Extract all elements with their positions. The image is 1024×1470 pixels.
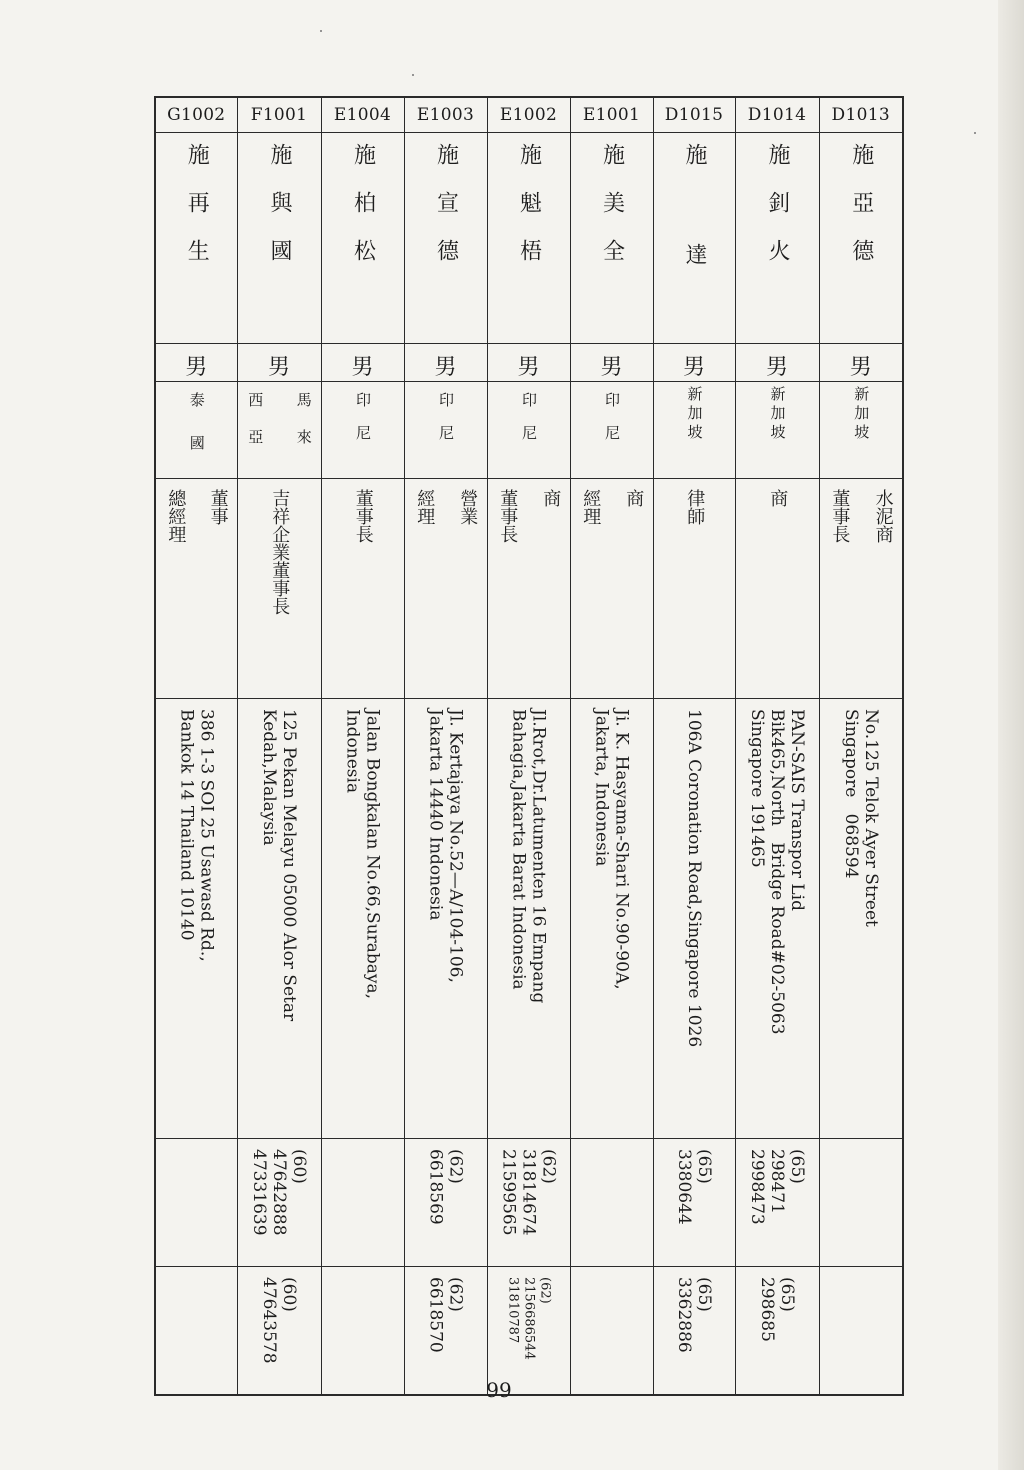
- sex-cell: [570, 344, 653, 382]
- phone-cell: [404, 1139, 487, 1267]
- nationality-char: 加: [768, 405, 787, 424]
- occupation-line: 商: [540, 489, 562, 507]
- scan-speck: [320, 30, 322, 32]
- phone-cell: [819, 1139, 903, 1267]
- address-row: [155, 699, 903, 1139]
- occupation-cell: [404, 479, 487, 699]
- fax-cell: [155, 1267, 237, 1395]
- address-cell: [321, 699, 404, 1139]
- member-fax: (62) 2156686544 31810787: [505, 1277, 553, 1360]
- member-code: E1002: [487, 97, 570, 133]
- nationality-cell: [487, 382, 570, 479]
- member-code: G1002: [155, 97, 237, 133]
- nationality-char: 印: [437, 392, 455, 425]
- nationality-char: 馬: [294, 392, 313, 429]
- scan-speck: [974, 132, 976, 134]
- nationality-char: 加: [685, 405, 704, 424]
- member-name: 施再生: [184, 143, 210, 287]
- fax-cell: [237, 1267, 321, 1395]
- nationality-char: 加: [852, 405, 871, 424]
- nationality-char: 來: [294, 429, 313, 466]
- nationality-char: 亞: [246, 429, 265, 466]
- member-fax: (62) 6618570: [425, 1277, 466, 1353]
- address-cell: [570, 699, 653, 1139]
- code-row: [155, 97, 903, 133]
- occupation-cell: [819, 479, 903, 699]
- member-address: 386 1-3 SOI 25 Usawasd Rd., Bankok 14 Thailand 10140: [176, 709, 217, 962]
- name-cell: [570, 133, 653, 344]
- name-cell: [155, 133, 237, 344]
- phone-row: [155, 1139, 903, 1267]
- member-name: 施亞德: [848, 143, 874, 287]
- fax-row: [155, 1267, 903, 1395]
- address-cell: [155, 699, 237, 1139]
- nationality-char: 尼: [437, 425, 455, 458]
- nationality-char: 印: [603, 392, 621, 425]
- member-phone: (60) 47642888 47331639: [249, 1149, 309, 1236]
- member-name: 施魁梧: [516, 143, 542, 287]
- fax-cell: [404, 1267, 487, 1395]
- nationality-char: 新: [768, 386, 787, 405]
- member-phone: (65) 298471 2998473: [747, 1149, 807, 1225]
- fax-cell: [321, 1267, 404, 1395]
- member-fax: (60) 47643578: [259, 1277, 299, 1364]
- member-address: Jalan Bongkalan No.66,Surabaya, Indonesia: [342, 709, 383, 1000]
- page-number: 99: [486, 1378, 512, 1402]
- occupation-cell: [570, 479, 653, 699]
- occupation-cell: [237, 479, 321, 699]
- member-roster-table: [154, 96, 904, 1396]
- occupation-line: 經理: [414, 489, 436, 525]
- fax-cell: [653, 1267, 735, 1395]
- member-phone: (62) 31814674 21599565: [498, 1149, 559, 1236]
- phone-cell: [155, 1139, 237, 1267]
- member-sex: 男: [849, 355, 872, 380]
- member-address: 106A Coronation Road,Singapore 1026: [684, 709, 704, 1048]
- nationality-char: 坡: [768, 424, 787, 443]
- member-address: PAN-SAIS Transpor Lid Bik465,North Bridge Road#02-5063 Singapore 191465: [747, 709, 807, 1035]
- occupation-line: 董事長: [829, 489, 851, 543]
- phone-cell: [735, 1139, 819, 1267]
- member-address: Ji. K. Hasyama-Shari No.90-90A, Jakarta, Indonesia: [591, 709, 632, 990]
- member-code: E1001: [570, 97, 653, 133]
- member-name: 施柏松: [350, 143, 376, 287]
- occupation-line: 營業: [457, 489, 479, 525]
- member-sex: 男: [351, 355, 374, 380]
- member-sex: 男: [765, 355, 788, 380]
- name-cell: [321, 133, 404, 344]
- member-name: 施與國: [267, 143, 292, 287]
- name-cell: [237, 133, 321, 344]
- nationality-char: 坡: [852, 424, 871, 443]
- nationality-char: 印: [520, 392, 538, 425]
- address-cell: [735, 699, 819, 1139]
- nationality-char: 西: [246, 392, 265, 429]
- member-address: Jl.Rrot,Dr.Latumenten 16 Empang Bahagia,Jakarta Barat Indonesia: [508, 709, 549, 1004]
- nationality-char: 坡: [685, 424, 704, 443]
- name-cell: [487, 133, 570, 344]
- occupation-line: 經理: [580, 489, 602, 525]
- member-address: Jl. Kertajaya No.52—A/104-106, Jakarta 14440 Indonesia: [425, 709, 466, 983]
- nationality-cell: [321, 382, 404, 479]
- nationality-char: 泰: [187, 392, 206, 435]
- occupation-cell: [487, 479, 570, 699]
- sex-cell: [404, 344, 487, 382]
- phone-cell: [237, 1139, 321, 1267]
- address-cell: [487, 699, 570, 1139]
- fax-cell: [487, 1267, 570, 1395]
- sex-cell: [819, 344, 903, 382]
- sex-cell: [237, 344, 321, 382]
- member-name: 施達: [682, 143, 707, 343]
- name-row: [155, 133, 903, 344]
- nationality-char: 印: [354, 392, 372, 425]
- sex-cell: [321, 344, 404, 382]
- member-name: 施美全: [599, 143, 625, 287]
- member-sex: 男: [185, 355, 208, 380]
- member-fax: (65) 298685: [757, 1277, 797, 1342]
- occupation-cell: [735, 479, 819, 699]
- member-address: 125 Pekan Melayu 05000 Alor Setar Kedah,Malaysia: [259, 709, 299, 1022]
- member-code: E1003: [404, 97, 487, 133]
- sex-cell: [653, 344, 735, 382]
- sex-cell: [487, 344, 570, 382]
- member-sex: 男: [434, 355, 457, 380]
- occupation-line: 吉祥企業董事長: [269, 489, 291, 615]
- member-code: E1004: [321, 97, 404, 133]
- sex-row: [155, 344, 903, 382]
- member-fax: (65) 3362886: [674, 1277, 714, 1353]
- phone-cell: [321, 1139, 404, 1267]
- member-sex: 男: [267, 355, 290, 380]
- nationality-cell: [653, 382, 735, 479]
- phone-cell: [570, 1139, 653, 1267]
- member-phone: (65) 3380644: [674, 1149, 714, 1225]
- name-cell: [404, 133, 487, 344]
- member-code: D1015: [653, 97, 735, 133]
- nationality-cell: [404, 382, 487, 479]
- member-sex: 男: [600, 355, 623, 380]
- name-cell: [653, 133, 735, 344]
- member-sex: 男: [682, 355, 705, 380]
- nationality-char: 新: [685, 386, 704, 405]
- phone-cell: [653, 1139, 735, 1267]
- nationality-char: 新: [852, 386, 871, 405]
- occupation-line: 董事: [207, 489, 229, 525]
- phone-cell: [487, 1139, 570, 1267]
- nationality-char: 尼: [603, 425, 621, 458]
- occupation-line: 總經理: [165, 489, 187, 543]
- occupation-line: 董事長: [497, 489, 519, 543]
- member-sex: 男: [517, 355, 540, 380]
- page-edge: [998, 0, 1024, 1470]
- member-name: 施宣德: [433, 143, 459, 287]
- nationality-cell: [237, 382, 321, 479]
- nationality-cell: [819, 382, 903, 479]
- nationality-char: 尼: [354, 425, 372, 458]
- fax-cell: [570, 1267, 653, 1395]
- nationality-cell: [735, 382, 819, 479]
- occupation-line: 商: [623, 489, 645, 507]
- sex-cell: [155, 344, 237, 382]
- member-code: F1001: [237, 97, 321, 133]
- member-code: D1013: [819, 97, 903, 133]
- name-cell: [819, 133, 903, 344]
- occupation-line: 董事長: [352, 489, 374, 543]
- occupation-line: 水泥商: [872, 489, 894, 543]
- member-phone: (62) 6618569: [425, 1149, 466, 1225]
- member-name: 施釗火: [765, 143, 790, 287]
- address-cell: [237, 699, 321, 1139]
- name-cell: [735, 133, 819, 344]
- nationality-cell: [570, 382, 653, 479]
- occupation-line: 律師: [684, 489, 706, 525]
- nationality-char: 尼: [520, 425, 538, 458]
- nationality-cell: [155, 382, 237, 479]
- scan-speck: [412, 74, 414, 76]
- address-cell: [404, 699, 487, 1139]
- occupation-cell: [653, 479, 735, 699]
- occupation-line: 商: [767, 489, 789, 507]
- fax-cell: [735, 1267, 819, 1395]
- address-cell: [819, 699, 903, 1139]
- nationality-row: [155, 382, 903, 479]
- address-cell: [653, 699, 735, 1139]
- roster-sheet: [154, 96, 904, 1396]
- member-address: No.125 Telok Ayer Street Singapore 068594: [840, 709, 881, 927]
- occupation-cell: [155, 479, 237, 699]
- nationality-char: 國: [187, 435, 206, 478]
- occupation-row: [155, 479, 903, 699]
- fax-cell: [819, 1267, 903, 1395]
- occupation-cell: [321, 479, 404, 699]
- member-code: D1014: [735, 97, 819, 133]
- sex-cell: [735, 344, 819, 382]
